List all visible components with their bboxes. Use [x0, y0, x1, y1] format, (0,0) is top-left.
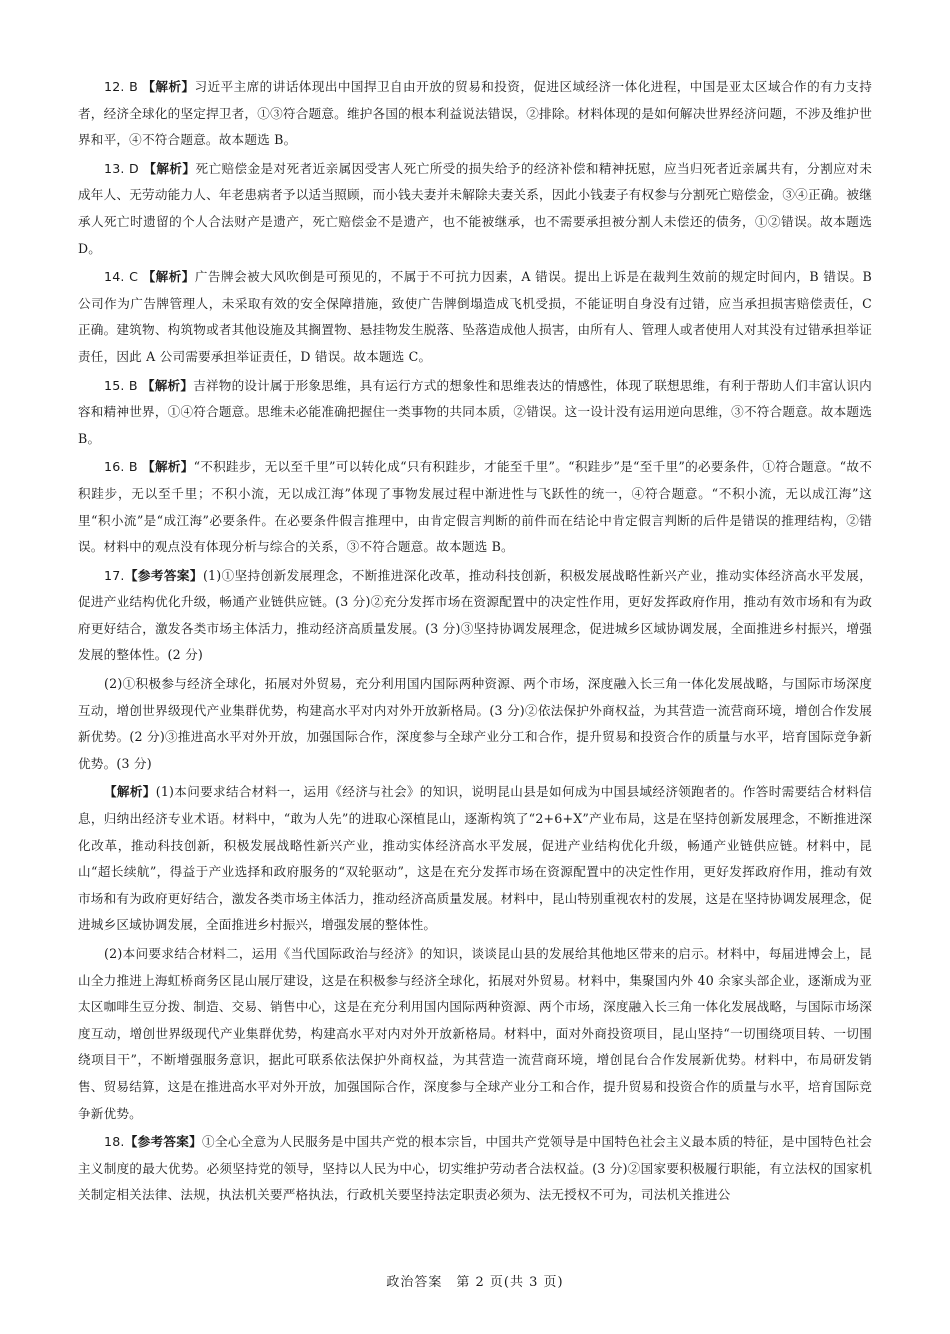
paragraph-text: “不积跬步，无以至千里”可以转化成“只有积跬步，才能至千里”。“积跬步”是“至千里”的必要条件，①符合题意。“故不积跬步，无以至千里；不积小流，无以成江海”体现了事物发展过程中渐进性与飞跃性的统一，④符合题意。“不积小流，无以成江海”这里“积小流”是“成江海”必要条件。在必要条件假言推理中，由肯定假言判断的前件而在结论中肯定假言判断的后件是错误的推理结构，②错误。材料中的观点没有体现分析与综合的关系，③不符合题意。故本题选 B。: [78, 459, 872, 555]
paragraph-text: 死亡赔偿金是对死者近亲属因受害人死亡所受的损失给予的经济补偿和精神抚慰，应当归死者近亲属共有，分割应对未成年人、无劳动能力人、年老患病者予以适当照顾，而小钱夫妻并未解除夫妻关系，因此小钱妻子有权参与分割死亡赔偿金，③④正确。被继承人死亡时遗留的个人合法财产是遗产，死亡赔偿金不是遗产，也不能被继承，也不需要承担被分割人未偿还的债务，①②错误。故本题选 D。: [78, 160, 872, 256]
reference-answer-tag: 【参考答案】: [124, 567, 203, 583]
analysis-tag: 【解析】: [141, 377, 194, 393]
question-number: 17.: [104, 567, 125, 583]
answer-paragraph-13: [78, 156, 872, 262]
answer-paragraph-17-analysis-2: [78, 941, 872, 1127]
answer-paragraph-17-analysis-1: [78, 779, 872, 939]
answer-paragraph-15: [78, 373, 872, 453]
paragraph-text: (1)本问要求结合材料一，运用《经济与社会》的知识，说明昆山县是如何成为中国县域经济领跑者的。作答时需要结合材料信息，归纳出经济专业术语。材料中，“敢为人先”的进取心深植昆山，逐渐构筑了“2+6+X”产业布局，这是在坚持创新发展理念，不断推进深化改革，推动科技创新，积极发展战略性新兴产业，推动实体经济高水平发展，促进产业结构优化升级，畅通产业链供应链。材料中，昆山“超长续航”，得益于产业选择和政府服务的“双轮驱动”，这是在充分发挥市场在资源配置中的决定性作用，更好发挥政府作用，推动有效市场和有为政府更好结合，激发各类市场主体活力，推动经济高质量发展。材料中，昆山特别重视农村的发展，这是在坚持协调发展理念，促进城乡区域协调发展，全面推进乡村振兴，增强发展的整体性。: [78, 784, 872, 933]
question-number: 12. B: [104, 79, 138, 94]
paragraph-text: (1)①坚持创新发展理念，不断推进深化改革，推动科技创新，积极发展战略性新兴产业，推动实体经济高水平发展，促进产业结构优化升级，畅通产业链供应链。(3 分)②充分发挥市场在资源配置中的决定性作用，更好发挥政府作用，推动有效市场和有为政府更好结合，激发各类市场主体活力，推动经济高质量发展。(3 分)③坚持协调发展理念，促进城乡区域协调发展，全面推进乡村振兴，增强发展的整体性。(2 分): [78, 567, 872, 663]
answer-paragraph-14: [78, 264, 872, 370]
question-number: 15. B: [104, 377, 138, 393]
analysis-tag: 【解析】: [142, 459, 194, 475]
paragraph-text: 广告牌会被大风吹倒是可预见的，不属于不可抗力因素，A 错误。提出上诉是在裁判生效前的规定时间内，B 错误。B 公司作为广告牌管理人，未采取有效的安全保障措施，致使广告牌倒塌造成飞机受损，不能证明自身没有过错，应当承担损害赔偿责任，C 正确。建筑物、构筑物或者其他设施及其搁置物、悬挂物发生脱落、坠落造成他人损害，由所有人、管理人或者使用人对其没有过错承担举证责任，因此 A 公司需要承担举证责任，D 错误。故本题选 C。: [78, 269, 872, 364]
analysis-tag: 【解析】: [142, 79, 195, 94]
question-number: 18.: [104, 1134, 125, 1150]
paragraph-text: 习近平主席的讲话体现出中国捍卫自由开放的贸易和投资，促进区域经济一体化进程，中国是亚太区域合作的有力支持者，经济全球化的坚定捍卫者，①③符合题意。维护各国的根本利益说法错误，②排除。材料体现的是如何解决世界经济问题，不涉及维护世界和平，④不符合题意。故本题选 B。: [78, 79, 872, 148]
answer-paragraph-12: [78, 74, 872, 154]
paragraph-text: ①全心全意为人民服务是中国共产党的根本宗旨，中国共产党领导是中国特色社会主义最本质的特征，是中国特色社会主义制度的最大优势。必须坚持党的领导，坚持以人民为中心，切实维护劳动者合法权益。(3 分)②国家要积极履行职能，有立法权的国家机关制定相关法律、法规，执法机关要严格执法，行政机关要坚持法定职责必须为、法无授权不可为，司法机关推进公: [78, 1134, 872, 1203]
question-number: 14. C: [104, 269, 139, 285]
reference-answer-tag: 【参考答案】: [124, 1134, 203, 1150]
page-footer: 政治答案 第 2 页(共 3 页): [386, 1275, 564, 1290]
paragraph-text: (2)本问要求结合材料二，运用《当代国际政治与经济》的知识，谈谈昆山县的发展给其他地区带来的启示。材料中，每届进博会上，昆山全力推进上海虹桥商务区昆山展厅建设，这是在积极参与经济全球化，拓展对外贸易。材料中，集聚国内外 40 余家头部企业，逐渐成为亚太区咖啡生豆分拨、制造、交易、销售中心，这是在充分利用国内国际两种资源、两个市场，深度融入长三角一体化发展战略，与国际市场深度互动，增创世界级现代产业集群优势，构建高水平对内对外开放新格局。材料中，面对外商投资项目，昆山坚持“一切围绕项目转、一切围绕项目干”，不断增强服务意识，据此可联系依法保护外商权益，为其营造一流营商环境，增创昆台合作发展新优势。材料中，布局研发销售、贸易结算，这是在推进高水平对外开放，加强国际合作，深度参与全球产业分工和合作，提升贸易和投资合作的质量与水平，培育国际竞争新优势。: [78, 946, 872, 1121]
analysis-tag: 【解析】: [142, 269, 195, 285]
question-number: 16. B: [104, 459, 138, 475]
paragraph-text: (2)①积极参与经济全球化，拓展对外贸易，充分利用国内国际两种资源、两个市场，深度融入长三角一体化发展战略，与国际市场深度互动，增创世界级现代产业集群优势，构建高水平对内对外开放新格局。(3 分)②依法保护外商权益，为其营造一流营商环境，增创合作发展新优势。(2 分)③推进高水平对外开放，加强国际合作，深度参与全球产业分工和合作，提升贸易和投资合作的质量与水平，培育国际竞争新优势。(3 分): [78, 676, 872, 771]
paragraph-text: 吉祥物的设计属于形象思维，具有运行方式的想象性和思维表达的情感性，体现了联想思维，有利于帮助人们丰富认识内容和精神世界，①④符合题意。思维未必能准确把握住一类事物的共同本质，②错误。这一设计没有运用逆向思维，③不符合题意。故本题选 B。: [78, 377, 872, 446]
answer-paragraph-16: [78, 454, 872, 560]
answer-paragraph-17-reference: [78, 563, 872, 669]
analysis-tag: 【解析】: [104, 784, 156, 800]
answer-paragraph-17-part2: [78, 671, 872, 777]
question-number: 13. D: [104, 160, 139, 176]
answer-paragraph-18-reference: [78, 1129, 872, 1209]
analysis-tag: 【解析】: [143, 160, 196, 176]
